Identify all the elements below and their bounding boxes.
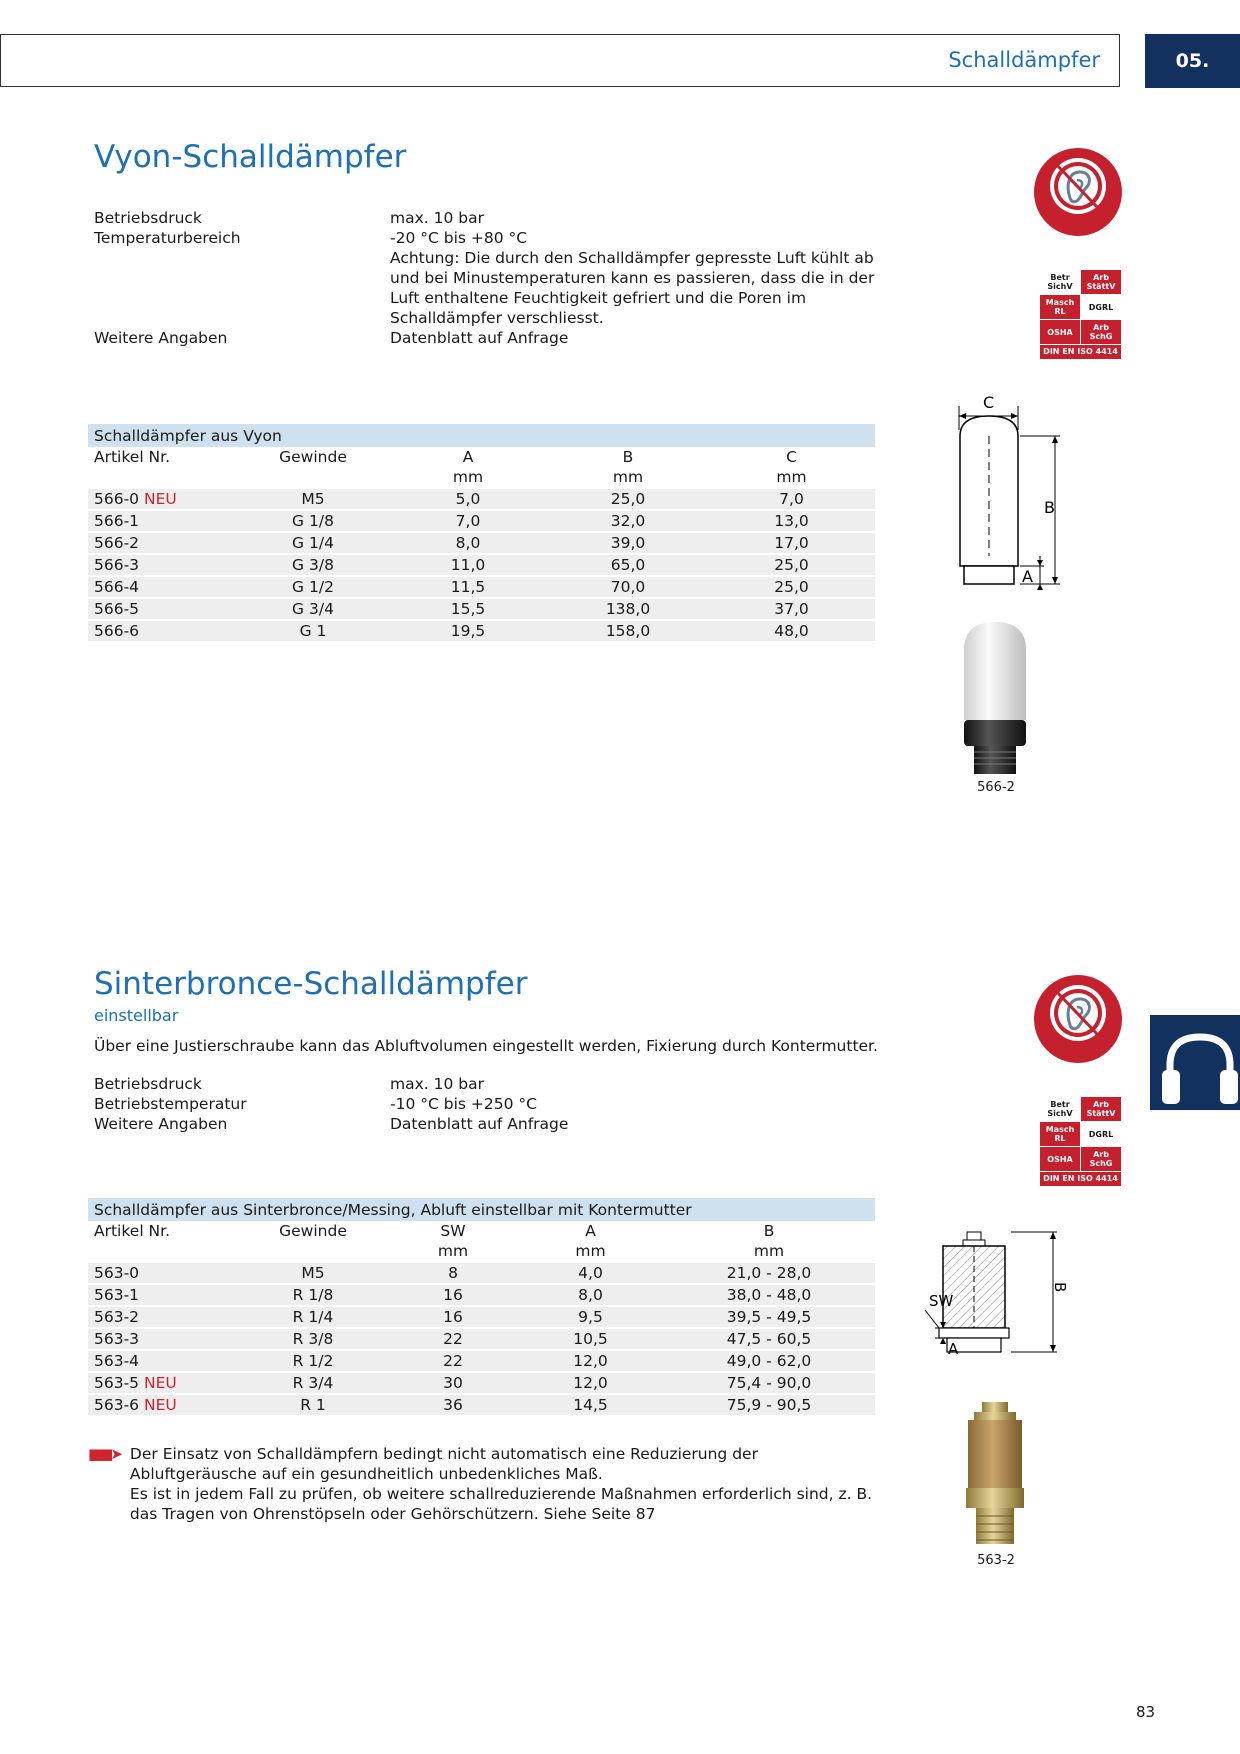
table-row: 563-6 NEU R 1 36 14,5 75,9 - 90,5 [88, 1394, 875, 1415]
sinterbronce-technical-drawing [925, 1226, 1069, 1360]
table-row: 563-2 R 1/4 16 9,5 39,5 - 49,5 [88, 1306, 875, 1328]
section2-title: Sinterbronce-Schalldämpfer [94, 966, 528, 1002]
note-block [88, 1444, 878, 1524]
laermschutz-seal [1032, 973, 1124, 1069]
sinterbronce-product-photo [960, 1398, 1030, 1552]
norm-badges: Betr SichV Arb StättV Masch RL DGRL OSHA Arb SchG DIN EN ISO 4414 [1040, 1097, 1120, 1186]
header-title: Schalldämpfer [948, 48, 1100, 72]
page-number: 83 [1136, 1703, 1156, 1721]
ear-icon [1032, 146, 1124, 238]
table-row: 563-0 M5 8 4,0 21,0 - 28,0 [88, 1262, 875, 1284]
section2-specs [94, 1074, 880, 1134]
table-row: 566-4 G 1/2 11,5 70,0 25,0 [88, 576, 875, 598]
drawing-label-a: A [948, 1340, 959, 1358]
table-row: 566-1 G 1/8 7,0 32,0 13,0 [88, 510, 875, 532]
spec-row: Betriebstemperatur -10 °C bis +250 °C [94, 1095, 537, 1113]
ear-icon [1032, 973, 1124, 1065]
table-caption: Schalldämpfer aus Sinterbronce/Messing, Abluft einstellbar mit Kontermutter [88, 1198, 875, 1221]
vyon-technical-drawing [940, 393, 1070, 600]
table-row: 566-2 G 1/4 8,0 39,0 17,0 [88, 532, 875, 554]
section2-table [88, 1198, 875, 1415]
headphones-icon [1150, 1015, 1240, 1110]
section1-specs [94, 208, 880, 348]
table-row: 563-1 R 1/8 16 8,0 38,0 - 48,0 [88, 1284, 875, 1306]
note-line: Der Einsatz von Schalldämpfern bedingt nicht automatisch eine Reduzierung der Abluftgeräusche auf ein gesundheitlich unbedenkliches Maß. [129, 1445, 758, 1483]
table-header: Artikel Nr. Gewinde A B C [94, 448, 797, 466]
table-row: 566-0 NEU M5 5,0 25,0 7,0 [88, 488, 875, 510]
section2-subtitle: einstellbar [94, 1006, 179, 1025]
table-row: 566-6 G 1 19,5 158,0 48,0 [88, 620, 875, 641]
table-row: 566-3 G 3/8 11,0 65,0 25,0 [88, 554, 875, 576]
arrow-right-icon: ■■➤ [88, 1445, 120, 1463]
spec-row: Betriebsdruck max. 10 bar [94, 1075, 484, 1093]
table-units: mm mm mm [452, 468, 807, 486]
note-line: Es ist in jedem Fall zu prüfen, ob weitere schallreduzierende Maßnahmen erforderlich sind, z. B. das Tragen von Ohrenstöpseln oder Gehörschützern. Siehe Seite 87 [129, 1485, 873, 1523]
laermschutz-seal [1032, 146, 1124, 242]
norm-badges: Betr SichV Arb StättV Masch RL DGRL OSHA Arb SchG DIN EN ISO 4414 [1040, 270, 1120, 359]
section1-table [88, 424, 875, 641]
table-caption: Schalldämpfer aus Vyon [88, 424, 875, 447]
spec-row: Betriebsdruck max. 10 bar [94, 209, 484, 227]
drawing-label-a: A [1022, 567, 1033, 586]
drawing-label-c: C [983, 393, 995, 412]
section2-intro: Über eine Justierschraube kann das Abluftvolumen eingestellt werden, Fixierung durch Kontermutter. [94, 1037, 878, 1055]
table-row: 563-4 R 1/2 22 12,0 49,0 - 62,0 [88, 1350, 875, 1372]
table-header: Artikel Nr. Gewinde SW A B [94, 1222, 775, 1240]
vyon-product-photo [960, 620, 1030, 784]
drawing-label-b: B [1051, 1282, 1069, 1293]
photo-caption: 566-2 [977, 780, 1015, 795]
drawing-label-b: B [1044, 498, 1055, 517]
spec-row: Weitere Angaben Datenblatt auf Anfrage [94, 329, 569, 347]
section1-title: Vyon-Schalldämpfer [94, 139, 407, 175]
photo-caption: 563-2 [977, 1553, 1015, 1568]
spec-row: Achtung: Die durch den Schalldämpfer gepresste Luft kühlt ab und bei Minustemperaturen kann es passieren, dass die in der Luft enthaltene Feuchtigkeit gefriert und die Poren im Schalldämpfer verschliesst. [390, 249, 875, 327]
spec-row: Temperaturbereich -20 °C bis +80 °C [94, 229, 528, 247]
spec-row: Weitere Angaben Datenblatt auf Anfrage [94, 1115, 569, 1133]
chapter-badge: 05. [1145, 34, 1240, 88]
table-row: 563-3 R 3/8 22 10,5 47,5 - 60,5 [88, 1328, 875, 1350]
drawing-label-sw: SW [929, 1292, 954, 1310]
table-units: mm mm mm [437, 1242, 785, 1260]
table-row: 566-5 G 3/4 15,5 138,0 37,0 [88, 598, 875, 620]
table-row: 563-5 NEU R 3/4 30 12,0 75,4 - 90,0 [88, 1372, 875, 1394]
chapter-side-tab [1150, 1015, 1240, 1110]
